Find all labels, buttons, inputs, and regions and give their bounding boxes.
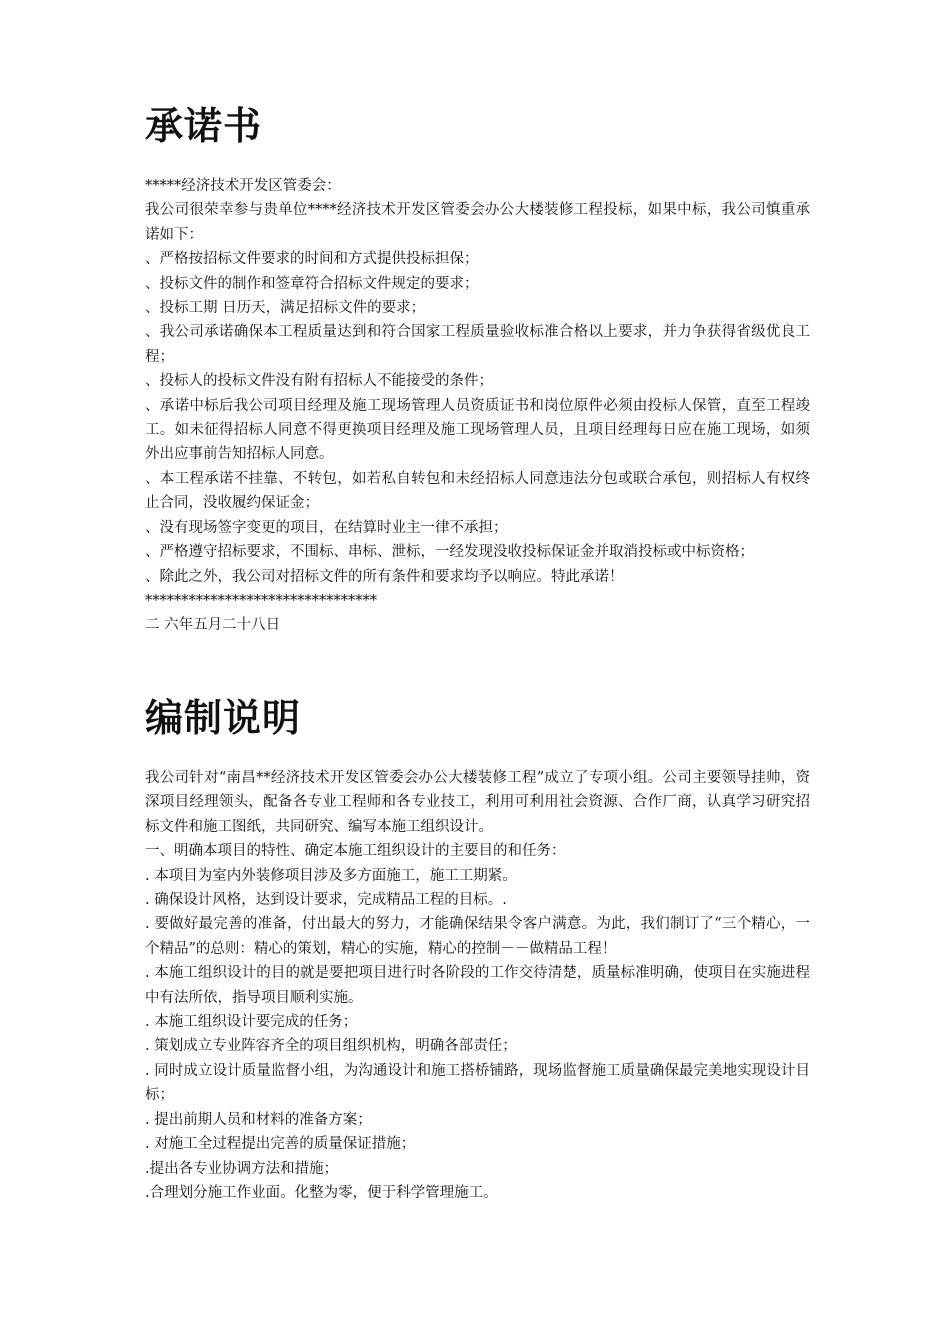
commitment-line: 、本工程承诺不挂靠、不转包，如若私自转包和未经招标人同意违法分包或联合承包，则招标人有权终止合同，没收履约保证金； xyxy=(145,470,810,512)
compilation-line: .合理划分施工作业面。化整为零，便于科学管理施工。 xyxy=(145,1184,498,1201)
commitment-body xyxy=(145,174,810,638)
date-line: 二 六年五月二十八日 xyxy=(145,617,281,634)
commitment-line: *****经济技术开发区管委会： xyxy=(145,178,341,194)
commitment-line: 、承诺中标后我公司项目经理及施工现场管理人员资质证书和岗位原件必须由投标人保管，直至工程竣工。如未征得招标人同意不得更换项目经理及施工现场管理人员，且项目经理每日应在施工现场，如须外出应事前告知招标人同意。 xyxy=(145,397,810,463)
compilation-line: . 提出前期人员和材料的准备方案； xyxy=(145,1111,372,1128)
compilation-line: . 要做好最完善的准备，付出最大的努力，才能确保结果令客户满意。为此，我们制订了“三个精心，一个精品”的总则：精心的策划，精心的实施，精心的控制－－做精品工程！ xyxy=(145,916,810,957)
compilation-title: 编制说明 xyxy=(145,696,302,740)
commitment-line: 、我公司承诺确保本工程质量达到和符合国家工程质量验收标准合格以上要求，并力争获得省级优良工程； xyxy=(145,324,810,365)
compilation-line: . 同时成立设计质量监督小组，为沟通设计和施工搭桥铺路，现场监督施工质量确保最完美地实现设计目标； xyxy=(145,1062,810,1104)
commitment-line: 、投标工期 日历天，满足招标文件的要求； xyxy=(145,300,426,317)
commitment-line: 、严格遵守招标要求，不围标、串标、泄标，一经发现没收投标保证金并取消投标或中标资格； xyxy=(145,544,754,561)
compilation-line: 我公司针对“南昌**经济技术开发区管委会办公大楼装修工程”成立了专项小组。公司主要领导挂帅，资深项目经理领头，配备各专业工程师和各专业技工，利用可利用社会资源、合作厂商，认真学习研究招标文件和施工图纸，共同研究、编写本施工组织设计。 xyxy=(145,770,810,835)
commitment-line: 、除此之外，我公司对招标文件的所有条件和要求均予以响应。特此承诺！ xyxy=(145,568,624,585)
compilation-line: . 对施工全过程提出完善的质量保证措施； xyxy=(145,1136,416,1153)
commitment-line: 、没有现场签字变更的项目，在结算时业主一律不承担； xyxy=(145,519,508,536)
compilation-line: . 本施工组织设计要完成的任务； xyxy=(145,1014,358,1031)
compilation-line: 一、明确本项目的特性、确定本施工组织设计的主要目的和任务： xyxy=(145,843,566,860)
compilation-line: . 确保设计风格，达到设计要求，完成精品工程的目标。. xyxy=(145,892,507,909)
compilation-line: . 策划成立专业阵容齐全的项目组织机构，明确各部责任； xyxy=(145,1038,517,1055)
commitment-line: 我公司很荣幸参与贵单位****经济技术开发区管委会办公大楼装修工程投标，如果中标，我公司慎重承诺如下： xyxy=(145,202,810,243)
commitment-line: 、严格按招标文件要求的时间和方式提供投标担保； xyxy=(145,251,479,268)
commitment-line: 、投标文件的制作和签章符合招标文件规定的要求； xyxy=(145,275,479,292)
commitment-title: 承诺书 xyxy=(145,104,263,148)
compilation-line: . 本项目为室内外装修项目涉及多方面施工，施工工期紧。 xyxy=(145,867,517,884)
compilation-body xyxy=(145,766,810,1205)
compilation-line: . 本施工组织设计的目的就是要把项目进行时各阶段的工作交待清楚，质量标准明确，使项目在实施进程中有法所依，指导项目顺利实施。 xyxy=(145,965,810,1006)
commitment-line: 、投标人的投标文件没有附有招标人不能接受的条件； xyxy=(145,373,493,390)
signature-line: ******************************** xyxy=(145,592,377,609)
compilation-line: .提出各专业协调方法和措施； xyxy=(145,1160,339,1177)
